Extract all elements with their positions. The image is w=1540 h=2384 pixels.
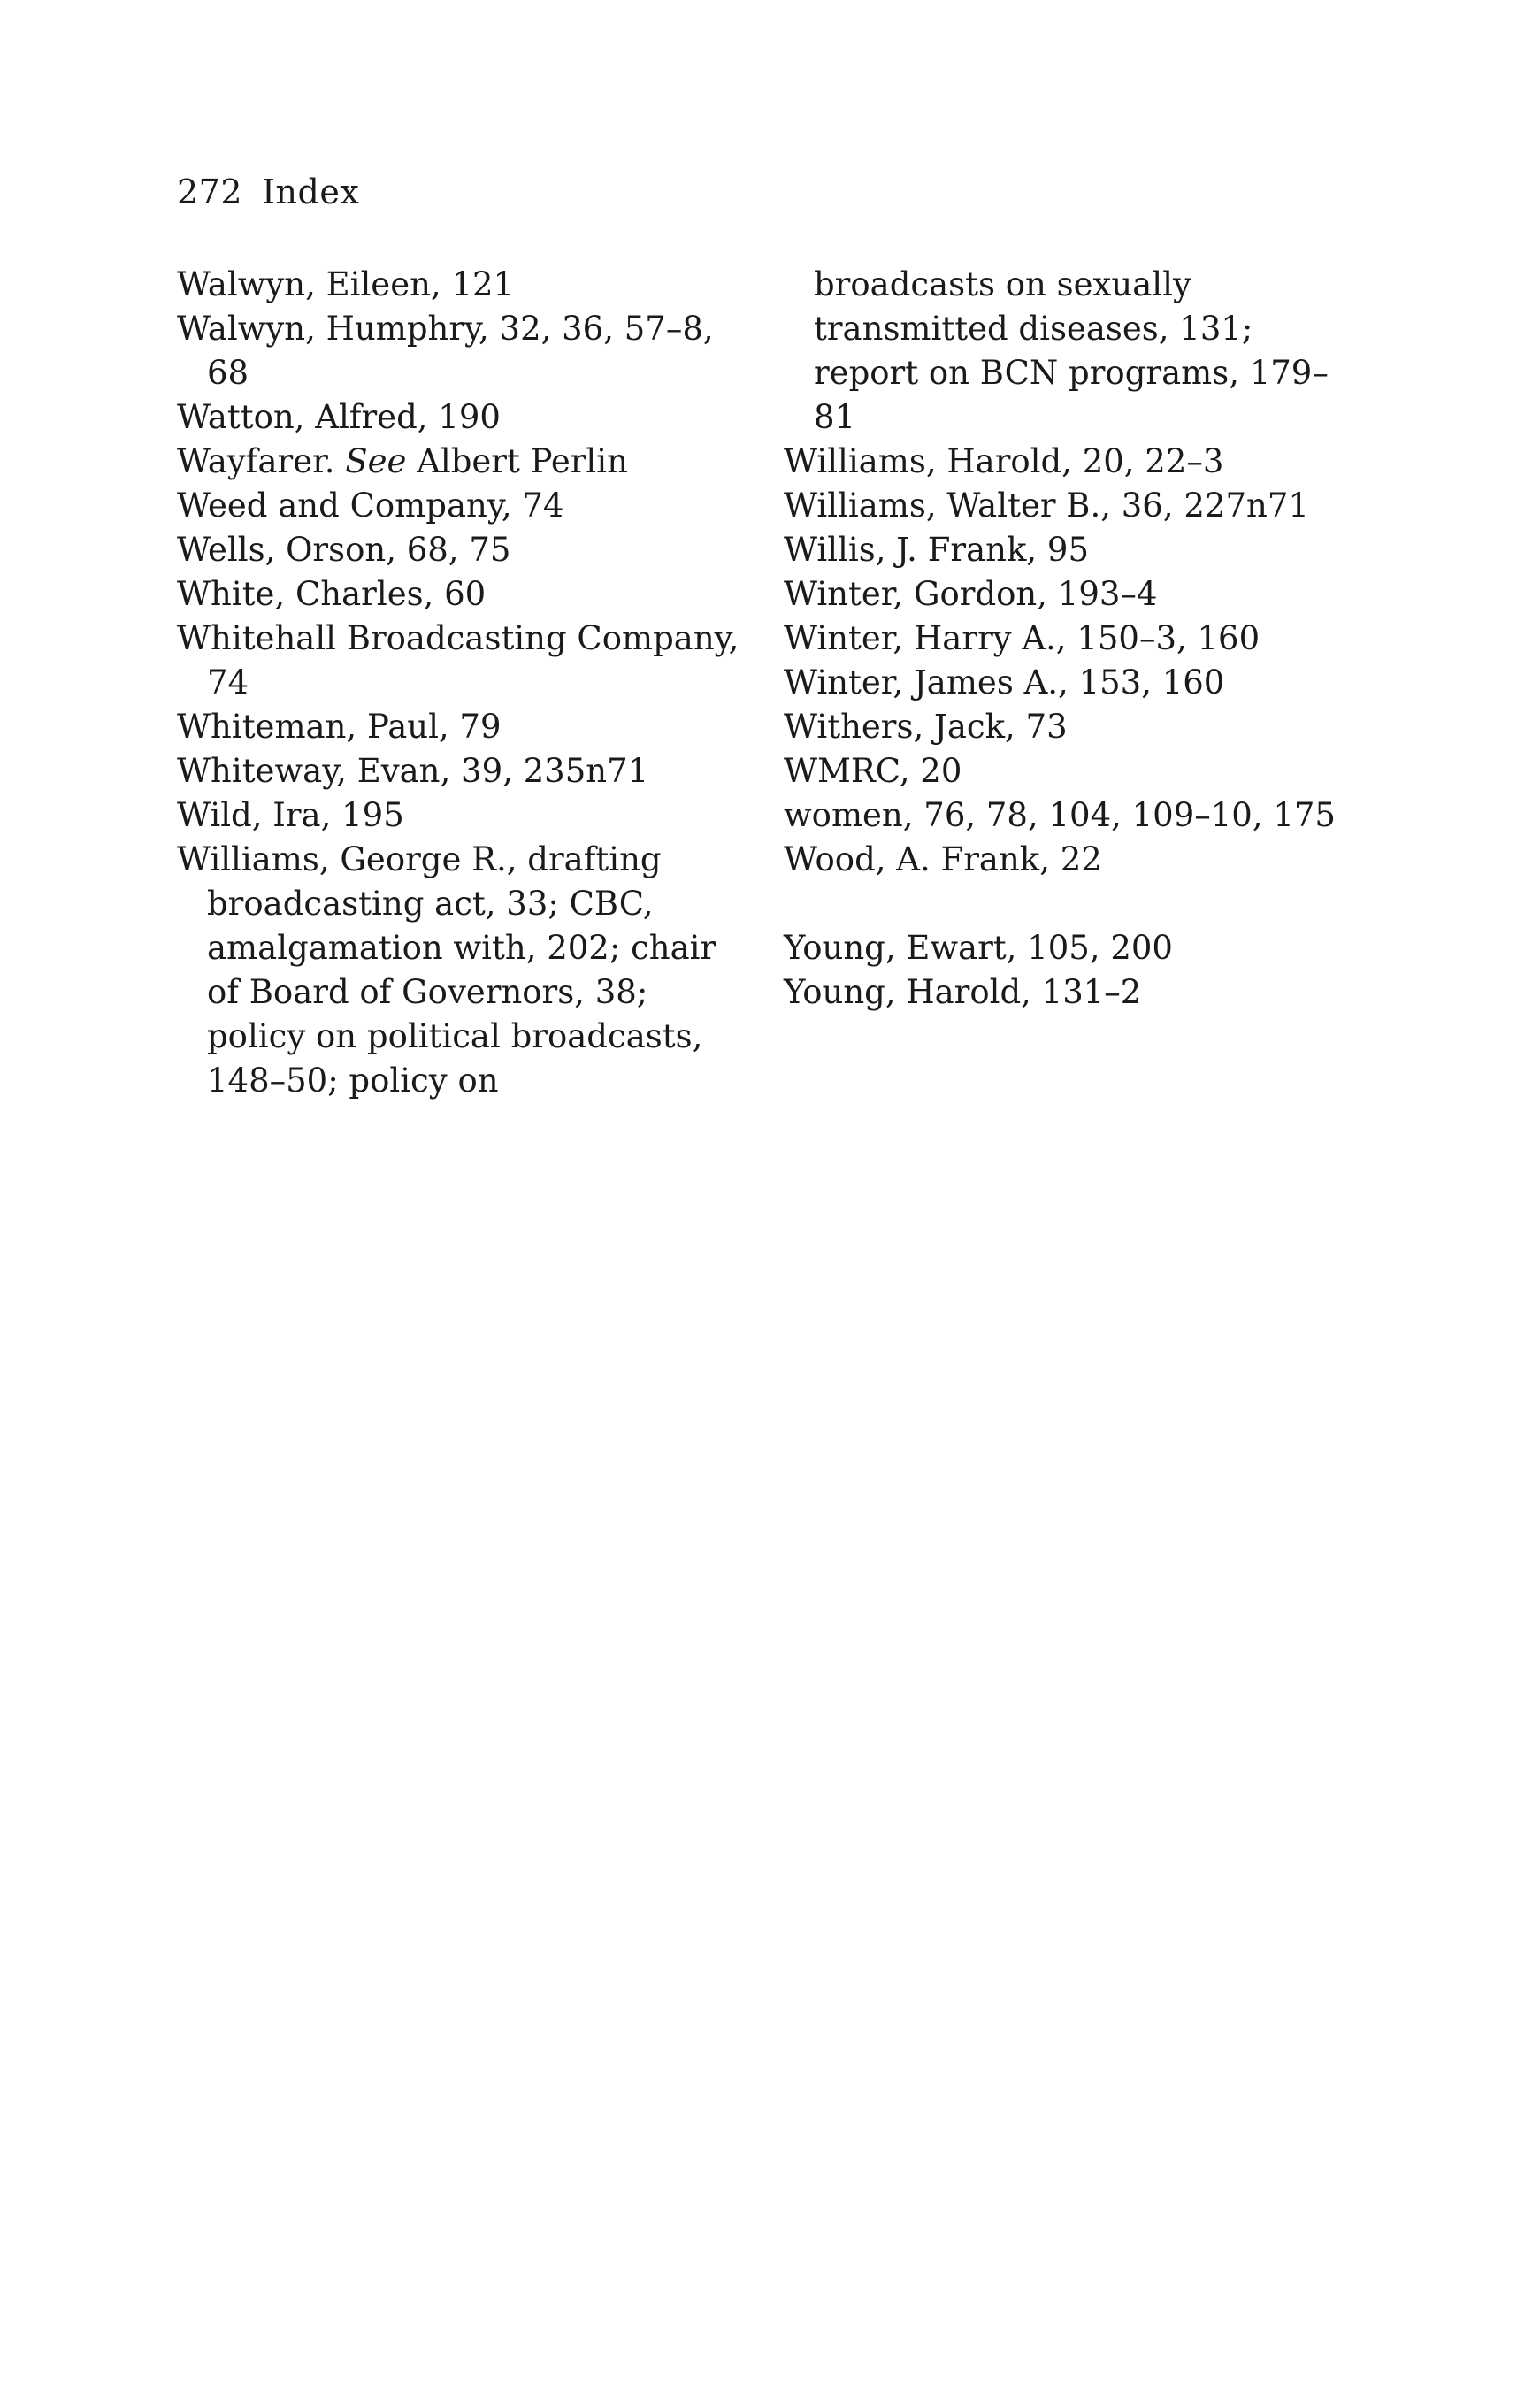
index-entry: Whitehall Broadcasting Company, 74 <box>177 619 739 701</box>
index-entry: Willis, J. Frank, 95 <box>784 531 1089 569</box>
index-entry-continuation: broadcasts on sexually transmitted diseases, 131; report on BCN programs, 179–81 <box>814 265 1329 436</box>
index-column-right <box>784 263 1350 1015</box>
index-entry: Withers, Jack, 73 <box>784 708 1068 746</box>
page-number: 272 <box>177 172 243 211</box>
index-entry: Winter, Harry A., 150–3, 160 <box>784 619 1260 657</box>
index-entry-multiline: Williams, George R., drafting broadcasting act, 33; CBC, amalgamation with, 202; chair of Board of Governors, 38; policy on political broadcasts, 148–50; policy on <box>177 840 716 1100</box>
index-entry: WMRC, 20 <box>784 752 962 790</box>
index-entry: Whiteway, Evan, 39, 235n71 <box>177 752 649 790</box>
index-entry: Walwyn, Eileen, 121 <box>177 265 515 303</box>
index-entry: Winter, Gordon, 193–4 <box>784 575 1158 613</box>
index-entry: White, Charles, 60 <box>177 575 487 613</box>
section-title: Index <box>262 172 360 211</box>
index-entry-see <box>177 440 743 484</box>
index-entry: Winter, James A., 153, 160 <box>784 663 1225 701</box>
index-entry: women, 76, 78, 104, 109–10, 175 <box>784 796 1336 834</box>
index-entry: Whiteman, Paul, 79 <box>177 708 502 746</box>
index-entry: Williams, Harold, 20, 22–3 <box>784 442 1224 480</box>
index-entry: Williams, Walter B., 36, 227n71 <box>784 487 1309 525</box>
see-reference-label: See <box>345 442 407 480</box>
entry-heading: Wayfarer. <box>177 442 346 480</box>
index-entry: Wild, Ira, 195 <box>177 796 404 834</box>
index-entry: Weed and Company, 74 <box>177 487 564 525</box>
index-entry: Young, Harold, 131–2 <box>784 973 1142 1011</box>
index-entry: Wood, A. Frank, 22 <box>784 840 1102 878</box>
index-column-left <box>177 263 743 1103</box>
see-reference-target: Albert Perlin <box>406 442 628 480</box>
letter-group-gap <box>784 882 1350 926</box>
index-entry: Young, Ewart, 105, 200 <box>784 929 1173 967</box>
index-entry: Wells, Orson, 68, 75 <box>177 531 511 569</box>
index-entry: Walwyn, Humphry, 32, 36, 57–8, 68 <box>177 310 714 392</box>
running-head <box>177 170 359 214</box>
index-entry: Watton, Alfred, 190 <box>177 398 501 436</box>
